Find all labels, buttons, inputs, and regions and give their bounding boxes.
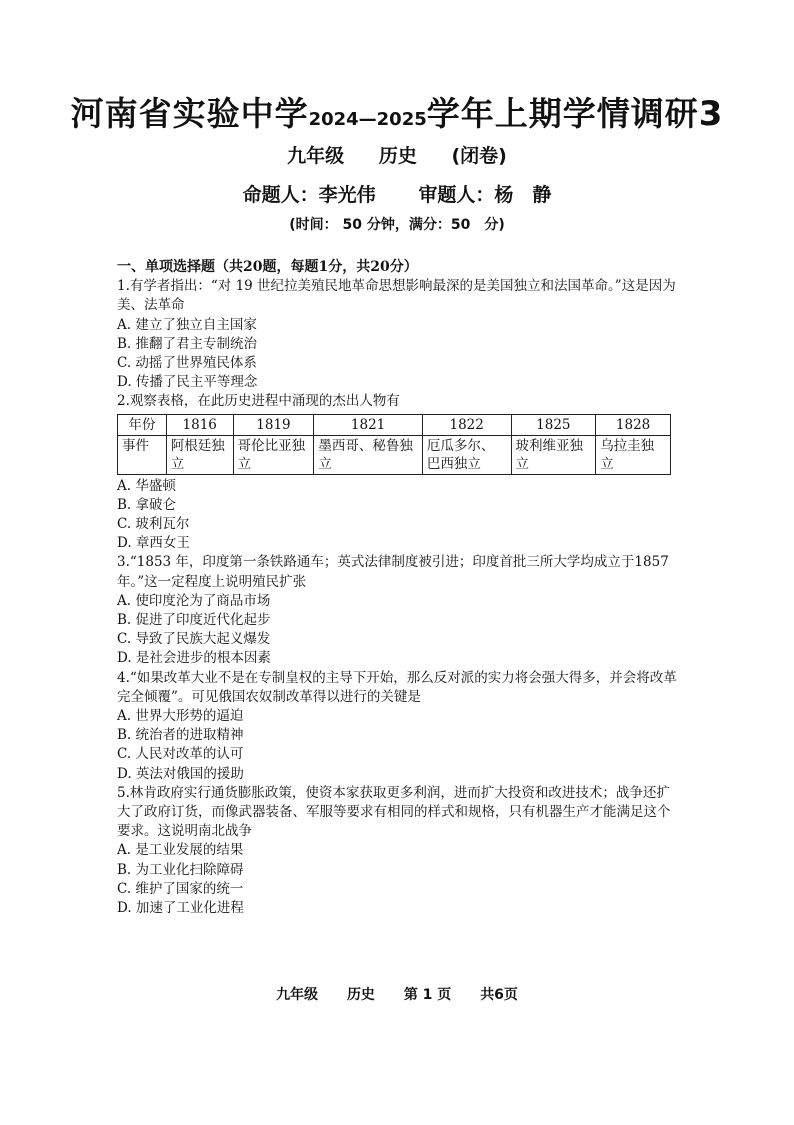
table-row-years	[118, 414, 671, 435]
table-cell: 玻利维亚独立	[511, 435, 596, 474]
time-info: (时间： 50 分钟，满分：50 分)	[289, 217, 505, 233]
table-header-year: 年份	[118, 414, 167, 435]
table-cell: 阿根廷独立	[166, 435, 233, 474]
option-c: C. 动摇了世界殖民体系	[117, 355, 257, 372]
option-c: C. 玻利瓦尔	[117, 516, 190, 533]
question-4	[117, 669, 682, 784]
option-c: C. 导致了民族大起义爆发	[117, 631, 271, 648]
option-d: D. 英法对俄国的援助	[117, 765, 244, 782]
footer-page: 第 1 页	[403, 987, 452, 1003]
option-b: B. 拿破仑	[117, 496, 177, 513]
question-2	[117, 392, 682, 553]
option-a: A. 世界大形势的逼迫	[117, 708, 244, 725]
title-suffix: 学年上期学情调研	[426, 94, 699, 133]
table-cell: 1816	[166, 414, 233, 435]
option-b: B. 为工业化扫除障碍	[117, 861, 244, 878]
table-cell: 1821	[314, 414, 423, 435]
option-a: A. 建立了独立自主国家	[117, 316, 257, 333]
grade-label: 九年级	[287, 145, 345, 167]
table-cell: 1828	[596, 414, 671, 435]
question-3	[117, 553, 682, 668]
exam-subtitle	[0, 141, 794, 168]
exam-title	[0, 88, 794, 135]
option-d: D. 加速了工业化进程	[117, 900, 244, 917]
option-a: A. 是工业发展的结果	[117, 842, 244, 859]
option-a: A. 使印度沦为了商品市场	[117, 592, 271, 609]
table-row-events	[118, 435, 671, 474]
table-cell: 1819	[233, 414, 314, 435]
exam-content	[117, 258, 682, 918]
option-b: B. 统治者的进取精神	[117, 727, 244, 744]
title-years: 2024—2025	[308, 109, 427, 130]
table-header-event: 事件	[118, 435, 167, 474]
option-a: A. 华盛顿	[117, 477, 176, 494]
question-stem: 4.“如果改革大业不是在专制皇权的主导下开始，那么反对派的实力将会强大得多，并会将改革完全倾覆”。可见俄国农奴制改革得以进行的关键是	[117, 669, 677, 705]
table-cell: 墨西哥、秘鲁独立	[314, 435, 423, 474]
question-stem: 1.有学者指出：“对 19 世纪拉美殖民地革命思想影响最深的是美国独立和法国革命。”这是因为美、法革命	[117, 278, 676, 314]
question-stem: 3.“1853 年，印度第一条铁路通车；英式法律制度被引进；印度首批三所大学均成立于1857年。”这一定程度上说明殖民扩张	[117, 554, 669, 590]
author-label: 命题人：李光伟	[242, 184, 376, 206]
question-stem: 2.观察表格，在此历史进程中涌现的杰出人物有	[117, 393, 400, 410]
option-c: C. 维护了国家的统一	[117, 880, 244, 897]
table-cell: 乌拉圭独立	[596, 435, 671, 474]
table-cell: 厄瓜多尔、巴西独立	[422, 435, 511, 474]
table-cell: 1825	[511, 414, 596, 435]
option-c: C. 人民对改革的认可	[117, 746, 244, 763]
option-b: B. 促进了印度近代化起步	[117, 612, 271, 629]
exam-type-label: (闭卷)	[451, 145, 507, 167]
title-prefix: 河南省实验中学	[70, 94, 309, 133]
footer-total: 共6页	[480, 987, 518, 1003]
title-number: 3	[698, 94, 724, 134]
footer-subject: 历史	[346, 987, 375, 1003]
question-stem: 5.林肯政府实行通货膨胀政策，使资本家获取更多利润，进而扩大投资和改进技术；战争还扩大了政府订货，而像武器装备、军服等要求有相同的样式和规格，只有机器生产才能满足这个要求。这说明南北战争	[117, 784, 671, 840]
table-cell: 1822	[422, 414, 511, 435]
option-d: D. 传播了民主平等理念	[117, 374, 258, 391]
subject-label: 历史	[378, 145, 417, 167]
exam-authors	[0, 180, 794, 207]
independence-table	[117, 414, 671, 475]
footer-grade: 九年级	[276, 987, 319, 1003]
page-footer	[0, 984, 794, 1004]
option-b: B. 推翻了君主专制统治	[117, 335, 258, 352]
reviewer-label: 审题人：杨 静	[418, 184, 552, 206]
section-heading: 一、单项选择题（共20题，每题1分，共20分）	[117, 259, 418, 275]
question-1	[117, 277, 682, 392]
option-d: D. 章西女王	[117, 535, 190, 552]
option-d: D. 是社会进步的根本因素	[117, 650, 271, 667]
table-cell: 哥伦比亚独立	[233, 435, 314, 474]
question-5	[117, 784, 682, 918]
